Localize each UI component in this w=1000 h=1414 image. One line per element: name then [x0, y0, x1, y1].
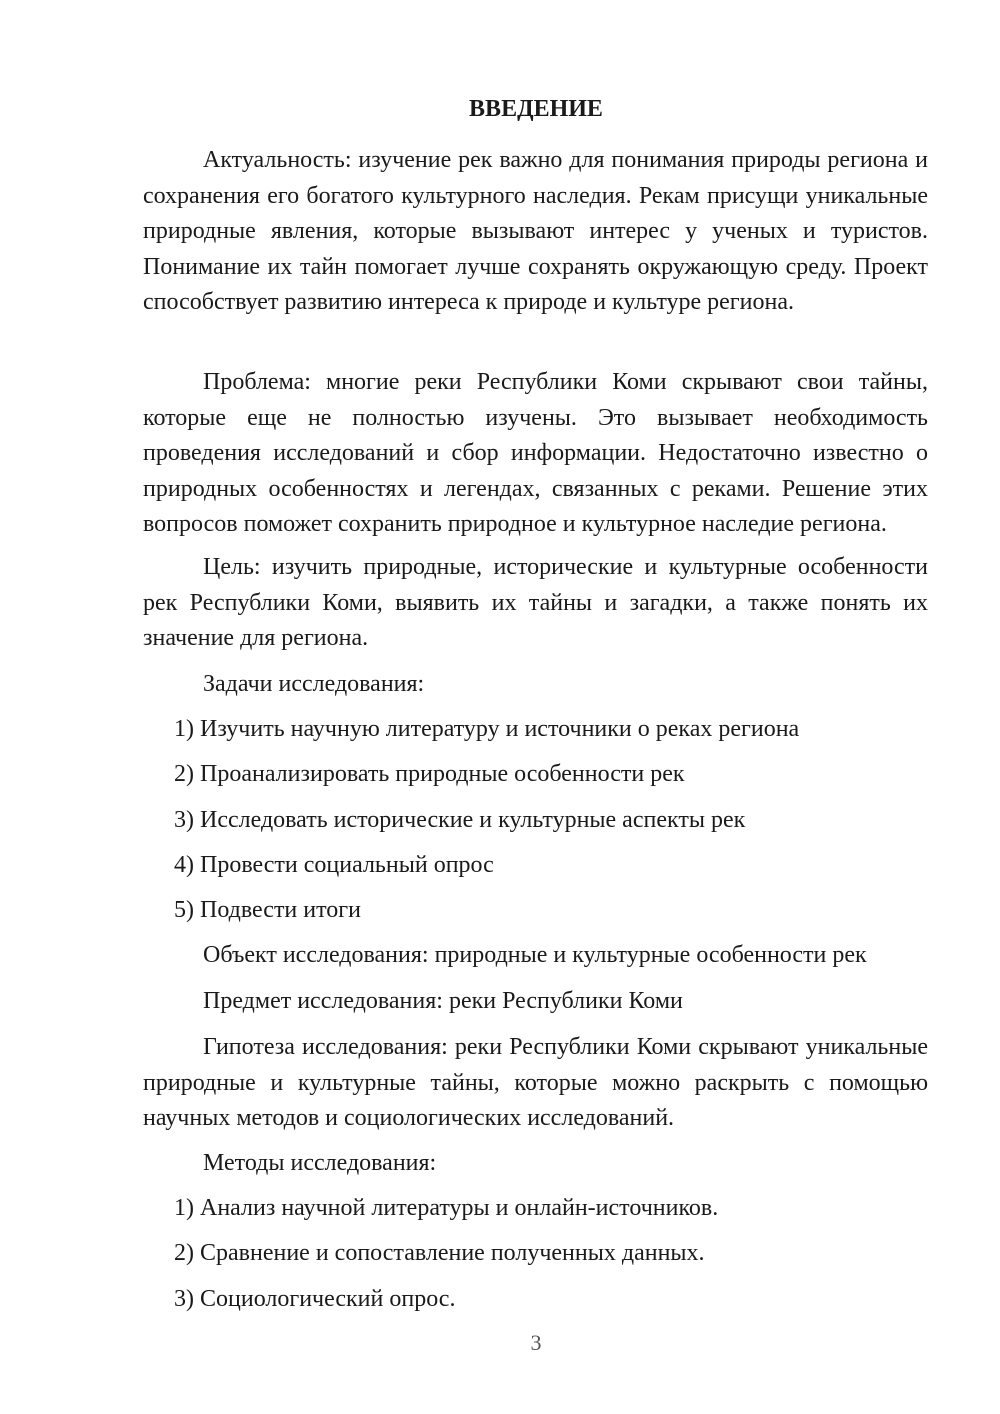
page-number: 3: [530, 1330, 542, 1355]
relevance-paragraph: Актуальность: изучение рек важно для понимания природы региона и сохранения его богатого культурного наследия. Рекам присущи уникальные природные явления, которые вызывают интерес у ученых и туристов. Понимание их тайн помогает лучше сохранять окружающую среду. Проект способствует развитию интереса к природе и культуре региона.: [143, 147, 928, 315]
task-item-5: 5) Подвести итоги: [174, 897, 361, 923]
task-item-1: 1) Изучить научную литературу и источники о реках региона: [174, 716, 800, 742]
problem-paragraph: Проблема: многие реки Республики Коми скрывают свои тайны, которые еще не полностью изучены. Это вызывает необходимость проведения исследований и сбор информации. Недостаточно известно о природных особенностях и легендах, связанных с реками. Решение этих вопросов поможет сохранить природное и культурное наследие региона.: [143, 369, 928, 537]
task-item-4: 4) Провести социальный опрос: [174, 852, 494, 878]
task-item-2: 2) Проанализировать природные особенности рек: [174, 761, 685, 787]
subject-line: Предмет исследования: реки Республики Коми: [203, 988, 683, 1014]
method-item-3: 3) Социологический опрос.: [174, 1286, 456, 1312]
methods-heading: Методы исследования:: [203, 1150, 437, 1176]
tasks-heading: Задачи исследования:: [203, 671, 425, 697]
page-title: ВВЕДЕНИЕ: [469, 96, 603, 122]
task-item-3: 3) Исследовать исторические и культурные аспекты рек: [174, 807, 746, 833]
method-item-2: 2) Сравнение и сопоставление полученных данных.: [174, 1240, 705, 1266]
goal-paragraph: Цель: изучить природные, исторические и культурные особенности рек Республики Коми, выявить их тайны и загадки, а также понять их значение для региона.: [143, 554, 928, 651]
object-line: Объект исследования: природные и культурные особенности рек: [203, 942, 867, 968]
method-item-1: 1) Анализ научной литературы и онлайн-источников.: [174, 1195, 719, 1221]
hypothesis-paragraph: Гипотеза исследования: реки Республики Коми скрывают уникальные природные и культурные тайны, которые можно раскрыть с помощью научных методов и социологических исследований.: [143, 1034, 928, 1131]
